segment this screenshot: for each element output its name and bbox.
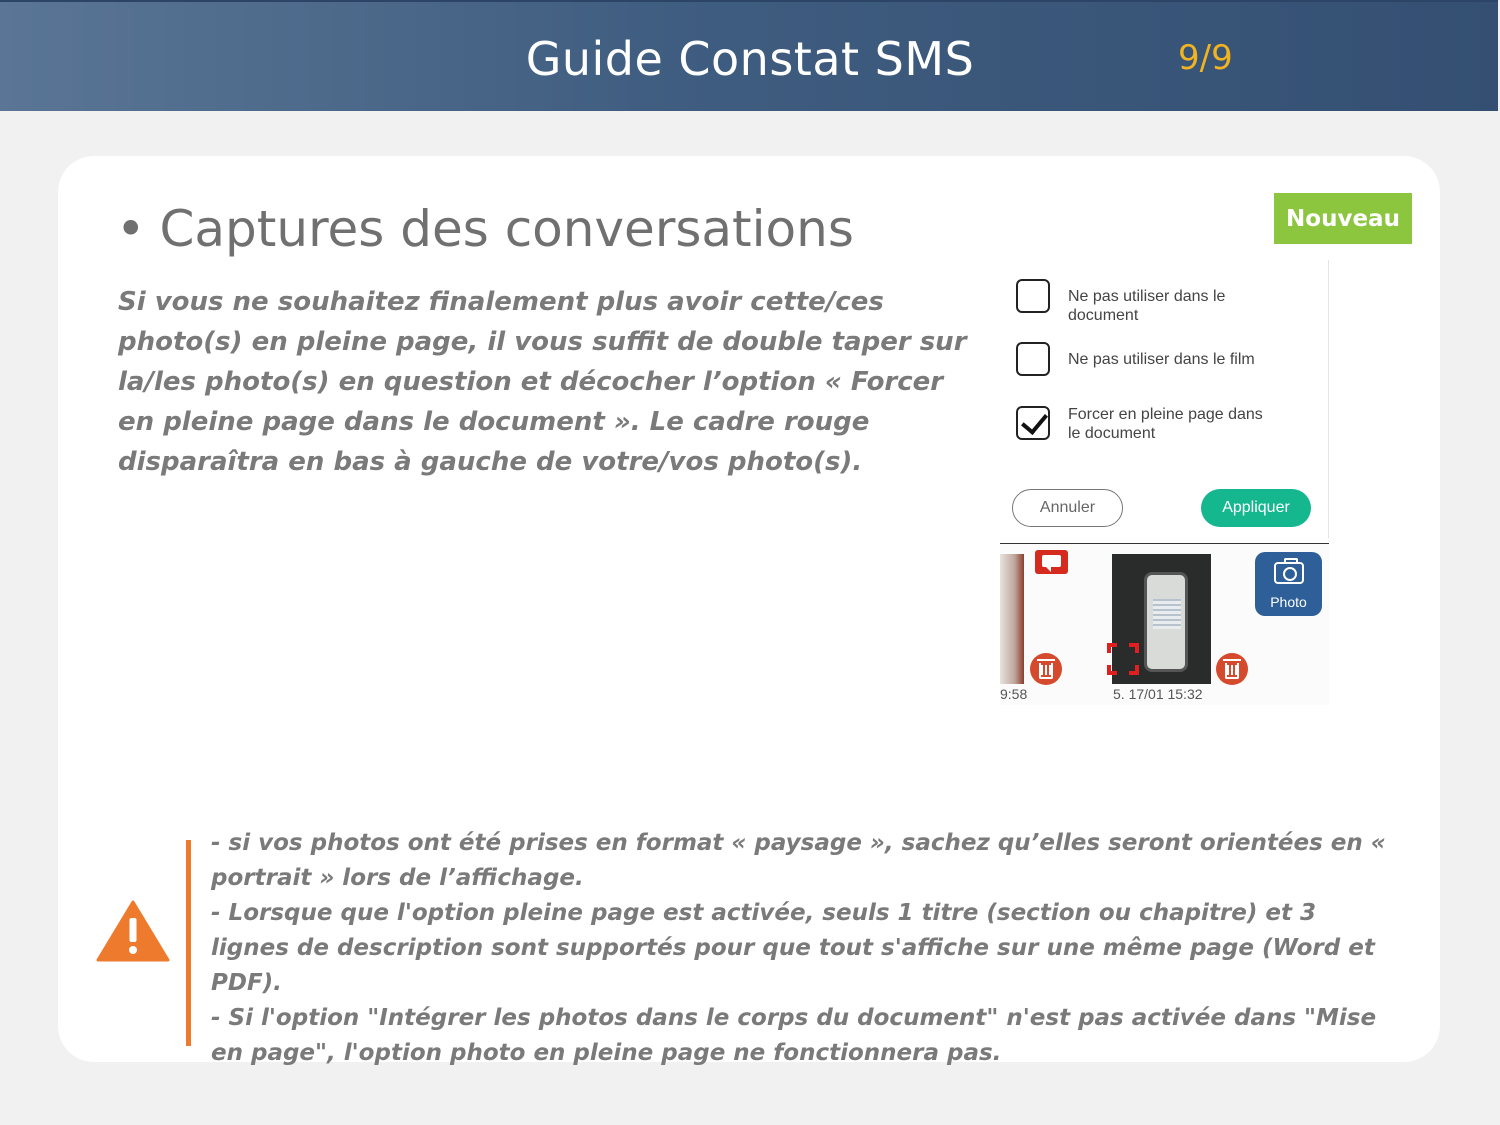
phone-image <box>1144 572 1188 672</box>
warning-bar <box>186 840 191 1046</box>
photo-options-popup <box>1000 260 1329 538</box>
warning-line: - si vos photos ont été prises en format « paysage », sachez qu’elles seront orientées en « portrait » lors de l’affichage. <box>211 830 1386 891</box>
warning-line: - Si l'option "Intégrer les photos dans le corps du document" n'est pas activée dans "Mise en page", l'option photo en pleine page ne fonctionnera pas. <box>211 1005 1377 1066</box>
photo-caption: 5. 17/01 15:32 <box>1113 686 1203 702</box>
new-badge: Nouveau <box>1274 193 1412 244</box>
delete-photo-icon[interactable] <box>1030 653 1062 685</box>
section-heading <box>116 200 854 258</box>
heading-bullet: • <box>116 200 146 258</box>
app-screenshot <box>1000 260 1329 705</box>
warning-line: - Lorsque que l'option pleine page est activée, seuls 1 titre (section ou chapitre) et 3 lignes de description sont supportés pour que tout s'affiche sur une même page (Word et PDF). <box>211 900 1375 996</box>
page-title: Guide Constat SMS <box>525 32 975 86</box>
heading-text: Captures des conversations <box>159 200 854 258</box>
checkbox-not-in-film[interactable] <box>1016 342 1050 376</box>
option-not-in-film[interactable] <box>1016 342 1298 376</box>
comment-icon[interactable] <box>1035 550 1068 574</box>
warning-icon <box>96 900 170 962</box>
checkbox-force-full-page[interactable] <box>1016 406 1050 440</box>
photo-caption: 9:58 <box>1000 686 1028 702</box>
camera-icon <box>1274 562 1304 584</box>
instructions-paragraph: Si vous ne souhaitez finalement plus avoir cette/ces photo(s) en pleine page, il vous suffit de double taper sur la/les photo(s) en question et décocher l’option « Forcer en pleine page dans le document ». Le cadre rouge disparaîtra en bas à gauche de votre/vos photo(s). <box>118 287 967 477</box>
checkbox-not-in-document[interactable] <box>1016 279 1050 313</box>
option-label: Forcer en pleine page dans le document <box>1068 406 1263 442</box>
full-page-frame-icon <box>1107 643 1139 675</box>
photo-button-label: Photo <box>1270 594 1307 610</box>
delete-photo-icon[interactable] <box>1216 653 1248 685</box>
cancel-button[interactable]: Annuler <box>1012 489 1123 527</box>
header-bar <box>0 0 1498 111</box>
option-force-full-page[interactable] <box>1016 406 1278 443</box>
option-label: Ne pas utiliser dans le document <box>1068 288 1226 324</box>
take-photo-button[interactable] <box>1255 552 1322 616</box>
page-number: 9/9 <box>1178 38 1233 78</box>
photo-thumbnail[interactable] <box>1000 554 1024 684</box>
warning-notes <box>211 826 1401 1071</box>
option-not-in-document[interactable] <box>1016 279 1298 325</box>
photo-strip <box>1000 544 1329 705</box>
option-label: Ne pas utiliser dans le film <box>1068 351 1255 368</box>
apply-button[interactable]: Appliquer <box>1201 489 1311 527</box>
